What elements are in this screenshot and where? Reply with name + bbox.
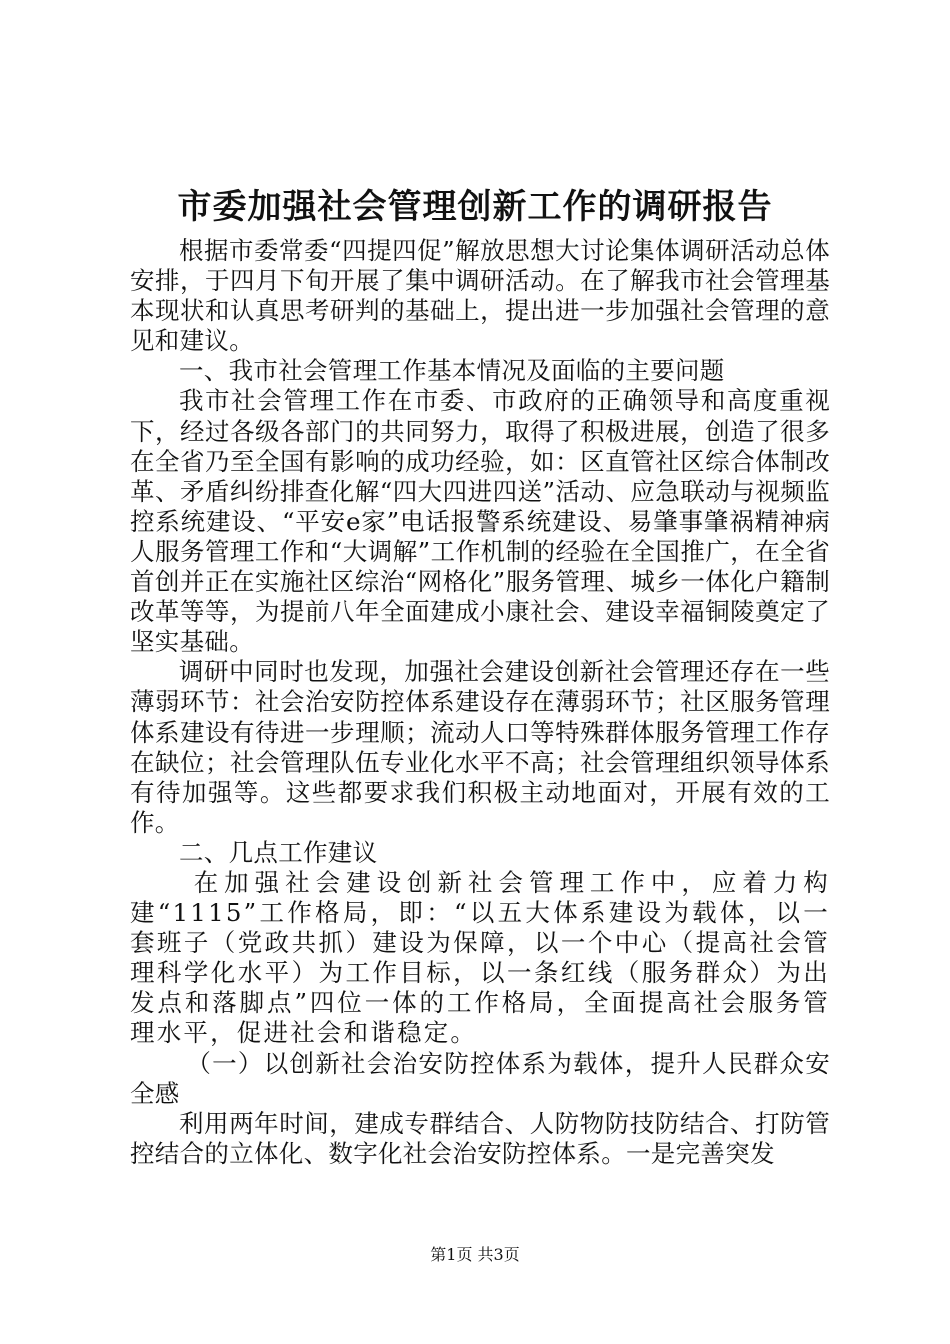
body-paragraph: 利用两年时间，建成专群结合、人防物防技防结合、打防管控结合的立体化、数字化社会治安防控体系。一是完善突发 xyxy=(130,1108,830,1168)
document-title: 市委加强社会管理创新工作的调研报告 xyxy=(177,187,773,227)
body-paragraph: 在加强社会建设创新社会管理工作中，应着力构建“1115”工作格局，即：“以五大体系建设为载体，以一套班子（党政共抓）建设为保障，以一个中心（提高社会管理科学化水平）为工作目标，以一条红线（服务群众）为出发点和落脚点”四位一体的工作格局，全面提高社会服务管理水平，促进社会和谐稳定。 xyxy=(130,867,830,1048)
subsection-heading-1: （一）以创新社会治安防控体系为载体，提升人民群众安全感 xyxy=(130,1048,830,1108)
intro-paragraph: 根据市委常委“四提四促”解放思想大讨论集体调研活动总体安排，于四月下旬开展了集中调研活动。在了解我市社会管理基本现状和认真思考研判的基础上，提出进一步加强社会管理的意见和建议。 xyxy=(130,236,830,356)
page-number-footer: 第1页 共3页 xyxy=(430,1245,520,1264)
body-paragraph: 我市社会管理工作在市委、市政府的正确领导和高度重视下，经过各级各部门的共同努力，取得了积极进展，创造了很多在全省乃至全国有影响的成功经验，如：区直管社区综合体制改革、矛盾纠纷排查化解“四大四进四送”活动、应急联动与视频监控系统建设、“平安e家”电话报警系统建设、易肇事肇祸精神病人服务管理工作和“大调解”工作机制的经验在全国推广，在全省首创并正在实施社区综治“网格化”服务管理、城乡一体化户籍制改革等等，为提前八年全面建成小康社会、建设幸福铜陵奠定了坚实基础。 xyxy=(130,386,830,657)
section-heading-1: 一、我市社会管理工作基本情况及面临的主要问题 xyxy=(179,356,725,386)
document-body xyxy=(130,236,830,1169)
body-paragraph: 调研中同时也发现，加强社会建设创新社会管理还存在一些薄弱环节：社会治安防控体系建设存在薄弱环节；社区服务管理体系建设有待进一步理顺；流动人口等特殊群体服务管理工作存在缺位；社会管理队伍专业化水平不高；社会管理组织领导体系有待加强等。这些都要求我们积极主动地面对，开展有效的工作。 xyxy=(130,657,830,837)
section-heading-2: 二、几点工作建议 xyxy=(179,837,378,867)
